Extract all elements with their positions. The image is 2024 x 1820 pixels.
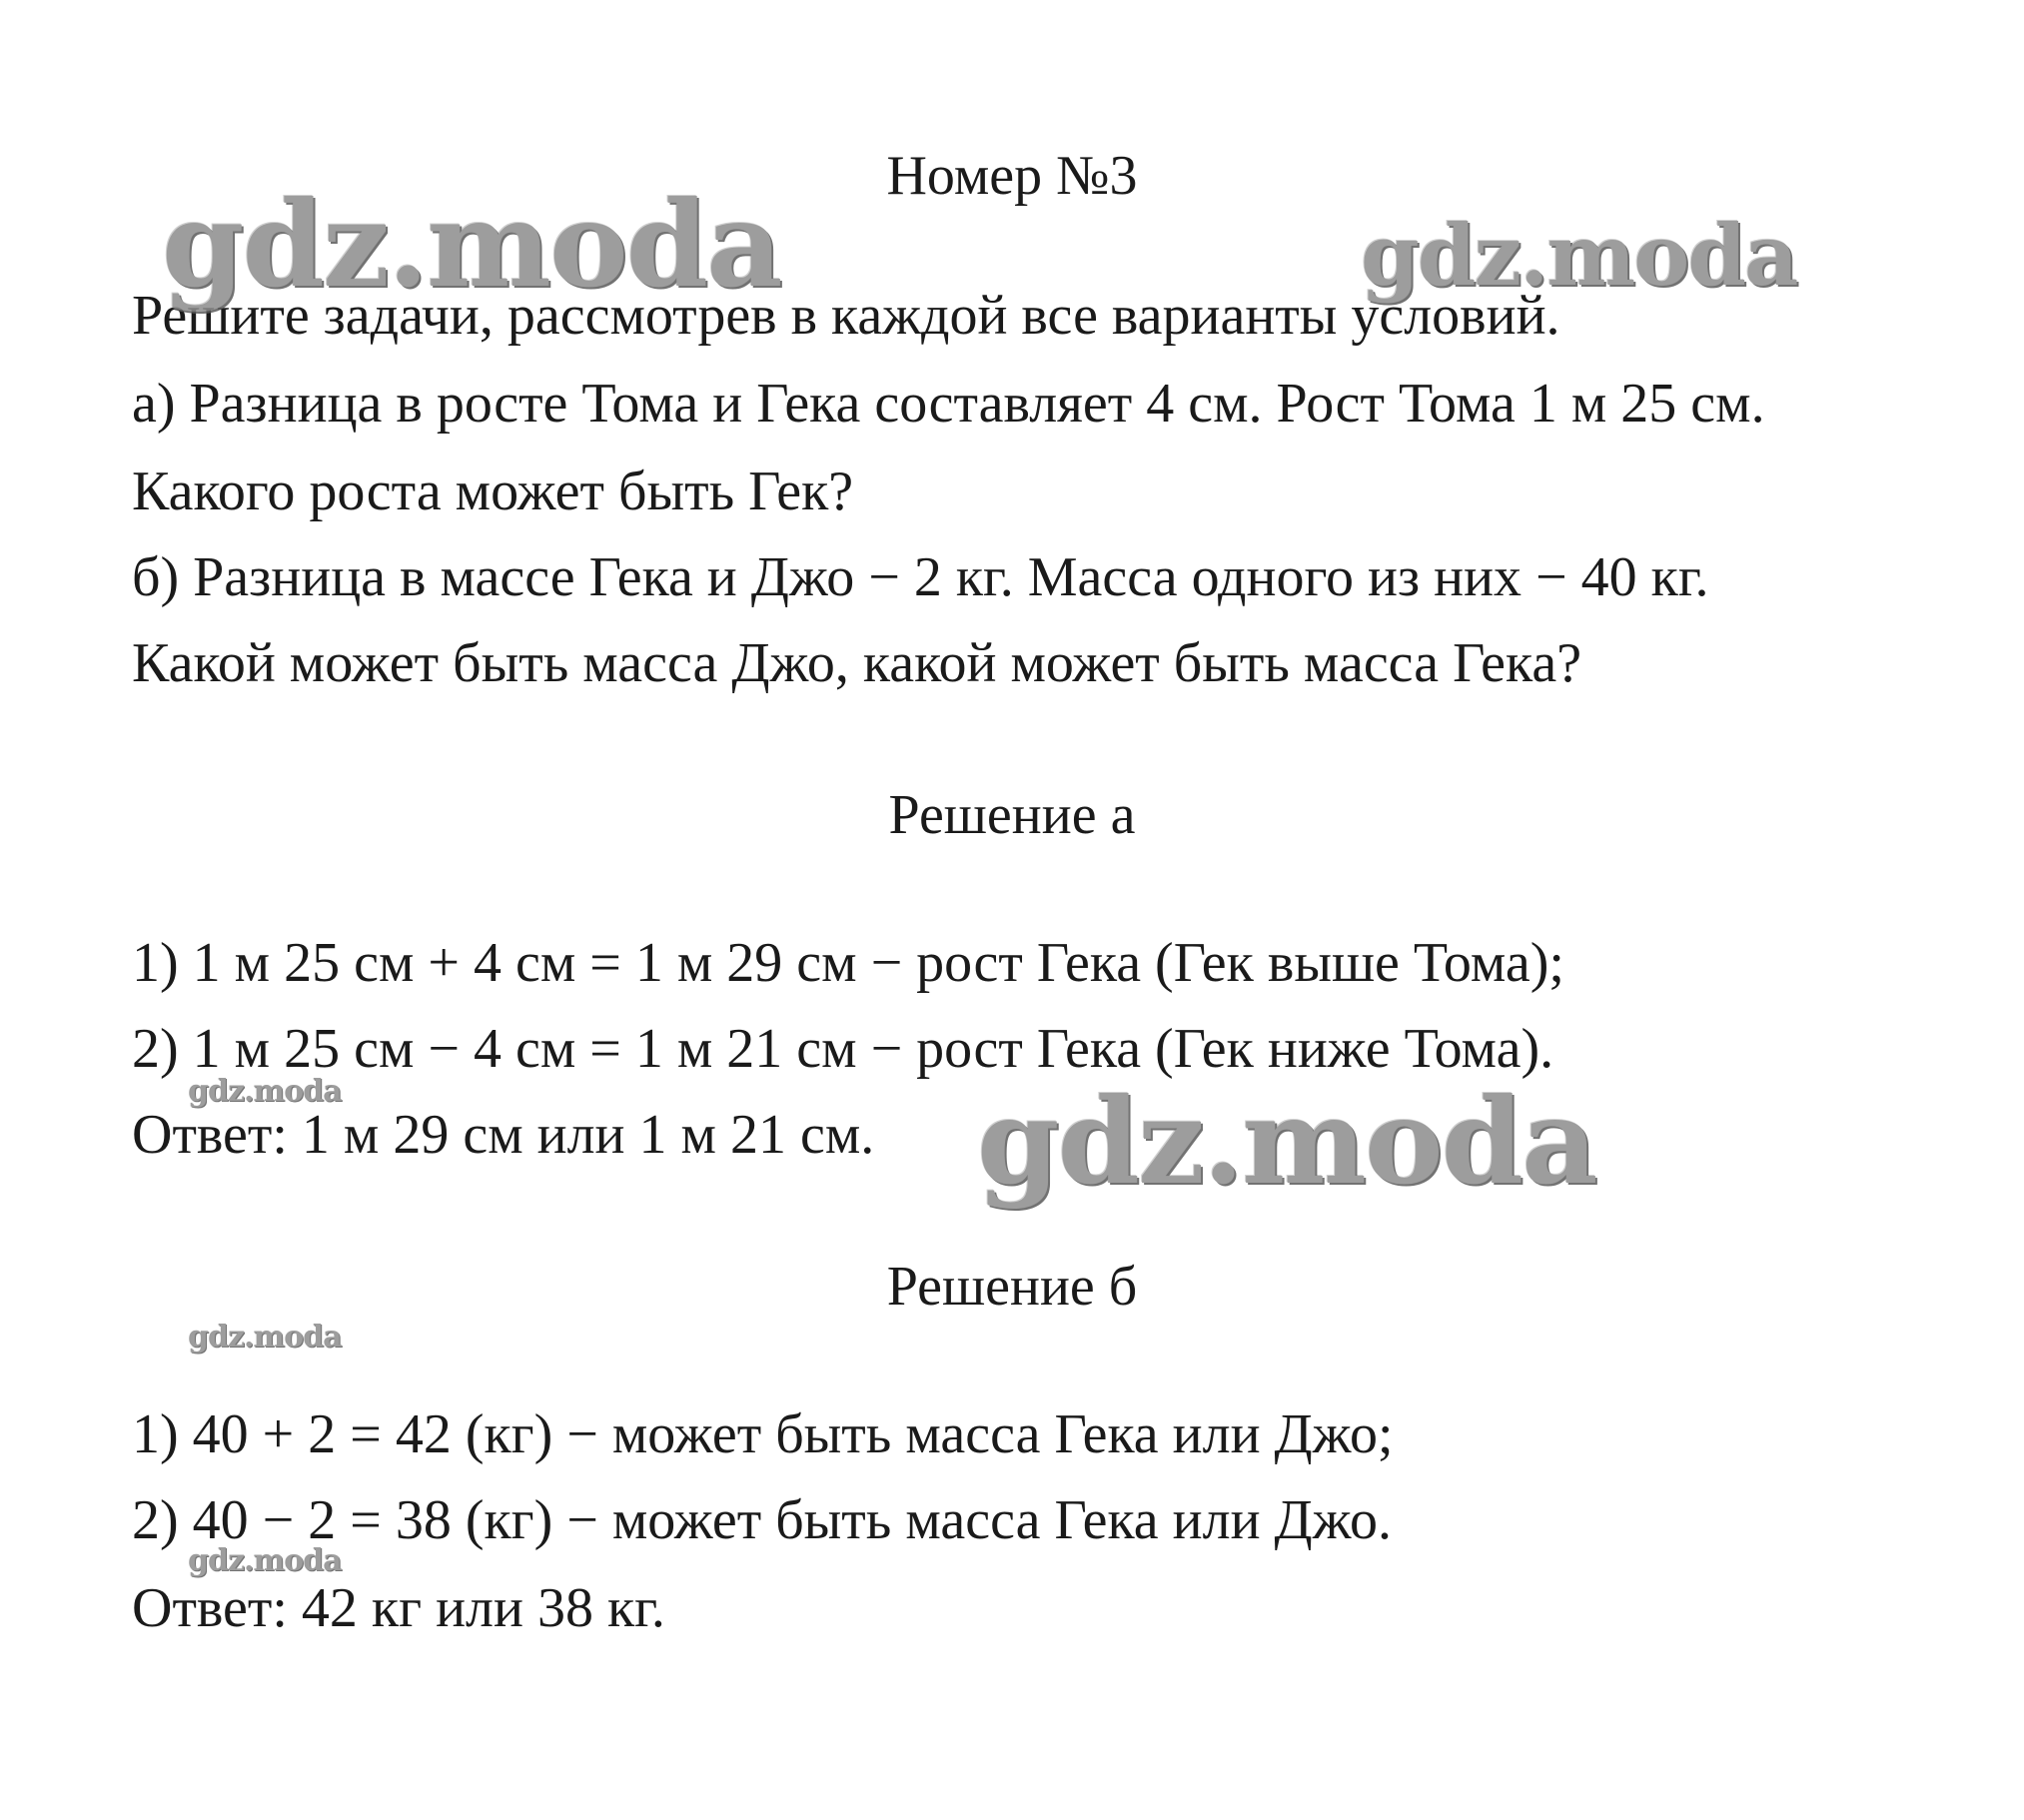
solution-b-step1: 1) 40 + 2 = 42 (кг) − может быть масса Гека или Джо; (132, 1403, 1394, 1465)
watermark-logo: gdz.moda (977, 1072, 1596, 1211)
solution-b-step2: 2) 40 − 2 = 38 (кг) − может быть масса Гека или Джо. (132, 1489, 1393, 1551)
task-a-line1: а) Разница в росте Тома и Гека составляет 4 см. Рост Тома 1 м 25 см. (132, 373, 1765, 435)
solution-a-step2: 2) 1 м 25 см − 4 см = 1 м 21 см − рост Гека (Гек ниже Тома). (132, 1018, 1554, 1080)
watermark-logo: gdz.moda (162, 175, 781, 314)
watermark-logo: gdz.moda (188, 1543, 342, 1578)
solution-a-answer: Ответ: 1 м 29 см или 1 м 21 см. (132, 1104, 875, 1166)
task-b-line1: б) Разница в массе Гека и Джо − 2 кг. Масса одного из них − 40 кг. (132, 546, 1709, 608)
task-intro: Решите задачи, рассмотрев в каждой все варианты условий. (132, 285, 1560, 347)
solution-b-heading: Решение б (886, 1256, 1138, 1318)
watermark-logo: gdz.moda (188, 1074, 342, 1109)
task-b-line2: Какой может быть масса Джо, какой может быть масса Гека? (132, 632, 1582, 694)
solution-a-heading: Решение а (888, 784, 1136, 846)
watermark-logo: gdz.moda (1361, 206, 1797, 305)
solution-b-answer: Ответ: 42 кг или 38 кг. (132, 1577, 665, 1639)
solution-a-step1: 1) 1 м 25 см + 4 см = 1 м 29 см − рост Гека (Гек выше Тома); (132, 932, 1564, 994)
problem-title: Номер №3 (886, 145, 1138, 207)
task-a-line2: Какого роста может быть Гек? (132, 460, 854, 522)
watermark-logo: gdz.moda (188, 1320, 342, 1355)
